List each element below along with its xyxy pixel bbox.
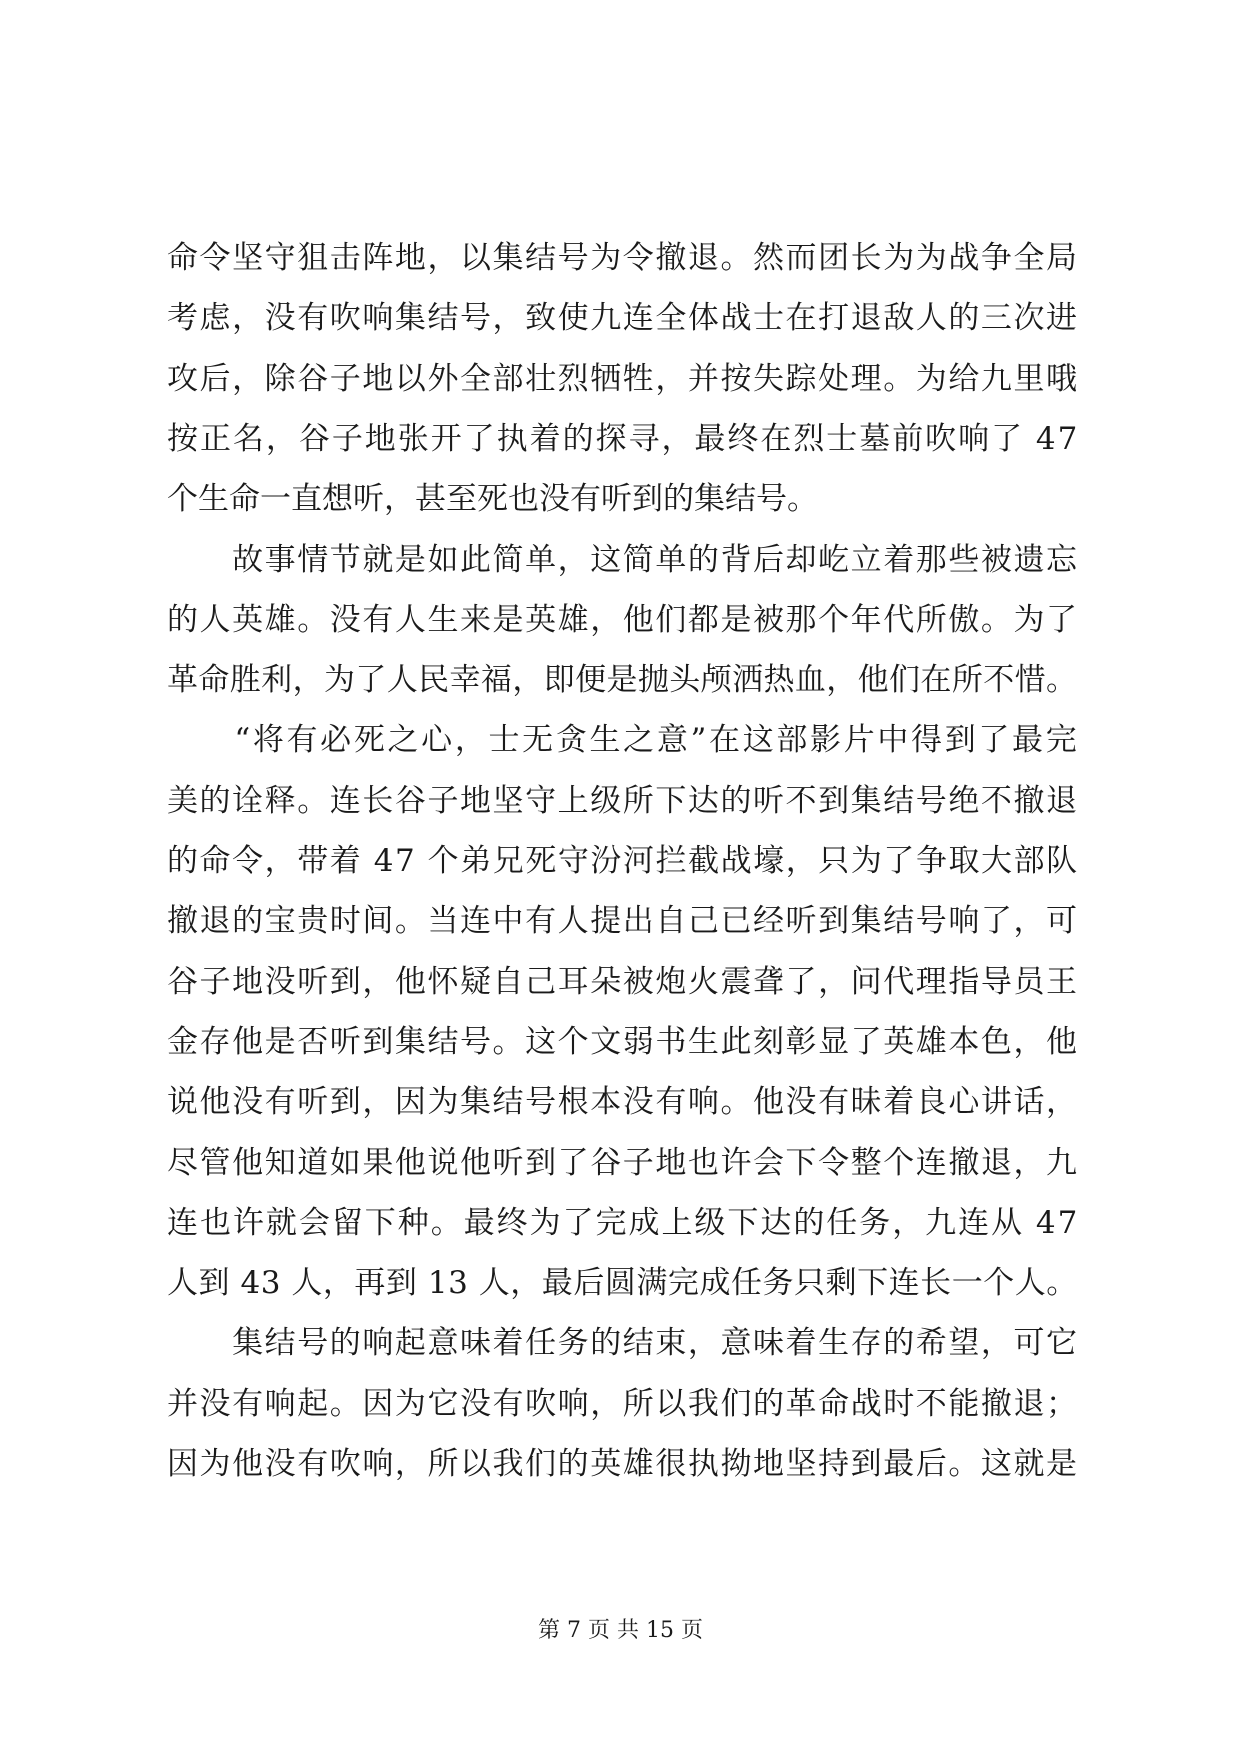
text-line: 美的诠释。连长谷子地坚守上级所下达的听不到集结号绝不撤退 bbox=[167, 782, 1079, 819]
text-line: “将有必死之心，士无贪生之意”在这部影片中得到了最完 bbox=[167, 722, 1080, 759]
text-line: 的命令，带着 47 个弟兄死守汾河拦截战壕，只为了争取大部队 bbox=[167, 843, 1079, 879]
text-line: 金存他是否听到集结号。这个文弱书生此刻彰显了英雄本色，他 bbox=[167, 1023, 1079, 1060]
text-line: 故事情节就是如此简单，这简单的背后却屹立着那些被遗忘 bbox=[167, 541, 1079, 578]
text-line: 个生命一直想听，甚至死也没有听到的集结号。 bbox=[167, 481, 818, 518]
text-line: 按正名，谷子地张开了执着的探寻，最终在烈士墓前吹响了 47 bbox=[167, 420, 1080, 457]
text-line: 革命胜利，为了人民幸福，即便是抛头颅洒热血，他们在所不惜。 bbox=[167, 662, 1078, 699]
text-line: 攻后，除谷子地以外全部壮烈牺牲，并按失踪处理。为给九里哦 bbox=[167, 360, 1079, 397]
text-line: 考虑，没有吹响集结号，致使九连全体战士在打退敌人的三次进 bbox=[167, 300, 1079, 337]
text-line: 因为他没有吹响，所以我们的英雄很执拗地坚持到最后。这就是 bbox=[167, 1446, 1079, 1482]
text-line: 连也许就会留下种。最终为了完成上级下达的任务，九连从 47 bbox=[167, 1204, 1080, 1241]
text-line: 集结号的响起意味着任务的结束，意味着生存的希望，可它 bbox=[167, 1325, 1079, 1362]
text-line: 命令坚守狙击阵地，以集结号为令撤退。然而团长为为战争全局 bbox=[167, 240, 1079, 276]
text-line: 尽管他知道如果他说他听到了谷子地也许会下令整个连撤退，九 bbox=[167, 1144, 1079, 1181]
text-line: 并没有响起。因为它没有吹响，所以我们的革命战时不能撤退； bbox=[167, 1385, 1079, 1422]
text-line: 人到 43 人，再到 13 人，最后圆满完成任务只剩下连长一个人。 bbox=[167, 1265, 1078, 1302]
text-line: 说他没有听到，因为集结号根本没有响。他没有昧着良心讲话， bbox=[167, 1084, 1079, 1121]
text-line: 撤退的宝贵时间。当连中有人提出自己已经听到集结号响了，可 bbox=[167, 903, 1079, 940]
page-footer: 第 7 页 共 15 页 bbox=[538, 1618, 703, 1643]
text-line: 的人英雄。没有人生来是英雄，他们都是被那个年代所傲。为了 bbox=[167, 601, 1079, 638]
text-line: 谷子地没听到，他怀疑自己耳朵被炮火震聋了，问代理指导员王 bbox=[167, 963, 1079, 1000]
